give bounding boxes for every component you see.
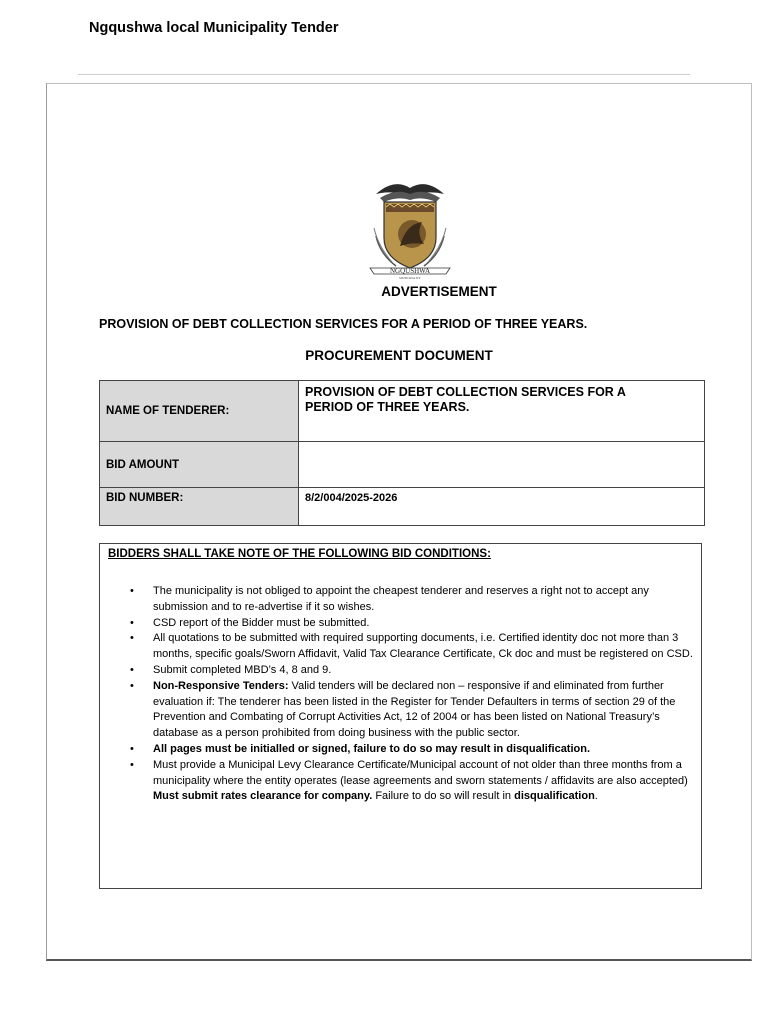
logo-text: NGQUSHWA [389,267,431,275]
logo-subtext: MUNICIPALITY [399,276,421,280]
condition-text: Failure to do so will result in [372,790,515,803]
bid-conditions-list [100,584,701,805]
condition-bold-lead: Non-Responsive Tenders: [153,679,289,692]
advertisement-heading: ADVERTISEMENT [381,284,497,299]
procurement-document-heading: PROCUREMENT DOCUMENT [305,348,493,363]
table-row [100,488,705,526]
site-title: Ngqushwa local Municipality Tender [89,20,339,36]
list-item [100,679,701,742]
condition-text: The municipality is not obliged to appoint the cheapest tenderer and reserves a right not to accept any submission and to re-advertise if it so wishes. [153,585,649,613]
list-item [100,631,701,663]
list-item [100,758,701,805]
condition-text: Valid tenders will be declared non – responsive if and eliminated from further evaluation if: The tenderer has been listed in the Register for Tender Defaulters in terms of section 29 of the Prevention and Combating of Corrupt Activities Act, 12 of 2004 or has been listed on National Treasury’s database as a person prohibited from doing business with the public sector. [153,679,676,740]
condition-text: . [594,790,598,803]
list-item [100,616,701,632]
list-item [100,584,701,616]
bid-amount-label: BID AMOUNT [100,442,299,488]
bid-amount-value [299,442,705,488]
list-item [100,663,701,679]
header-divider [78,74,690,75]
name-of-tenderer-label: NAME OF TENDERER: [100,381,299,442]
bid-conditions-box [99,543,702,889]
condition-bold-end: disqualification [514,790,595,803]
table-row [100,442,705,488]
bid-details-table [99,380,705,526]
name-of-tenderer-value [299,381,705,442]
condition-bold-mid: Must submit rates clearance for company. [153,790,373,803]
condition-bold-lead: All pages must be initialled or signed, failure to do so may result in disqualification. [153,742,591,755]
bid-number-value: 8/2/004/2025-2026 [299,488,705,526]
bid-conditions-heading-colon: : [487,548,491,560]
condition-text: Must provide a Municipal Levy Clearance Certificate/Municipal account of not older than three months from a municipality where the entity operates (lease agreements and sworn statements / affidavits are also accepted) [153,758,688,787]
condition-text: CSD report of the Bidder must be submitted. [153,616,370,629]
name-value-line1: PROVISION OF DEBT COLLECTION SERVICES FOR A [305,385,626,399]
municipality-logo [366,176,454,280]
table-row [100,381,705,442]
bid-conditions-heading [108,548,491,560]
bid-number-label: BID NUMBER: [100,488,299,526]
bid-conditions-heading-text: BIDDERS SHALL TAKE NOTE OF THE FOLLOWING BID CONDITIONS [108,548,488,560]
name-value-line2: PERIOD OF THREE YEARS. [305,400,470,414]
condition-text: Submit completed MBD’s 4, 8 and 9. [153,663,332,676]
provision-title: PROVISION OF DEBT COLLECTION SERVICES FOR A PERIOD OF THREE YEARS. [99,317,588,331]
condition-text: All quotations to be submitted with required supporting documents, i.e. Certified identity doc not more than 3 months, specific goals/Sworn Affidavit, Valid Tax Clearance Certificate, Ck doc and must be registered on CSD. [153,632,693,661]
list-item [100,742,701,758]
